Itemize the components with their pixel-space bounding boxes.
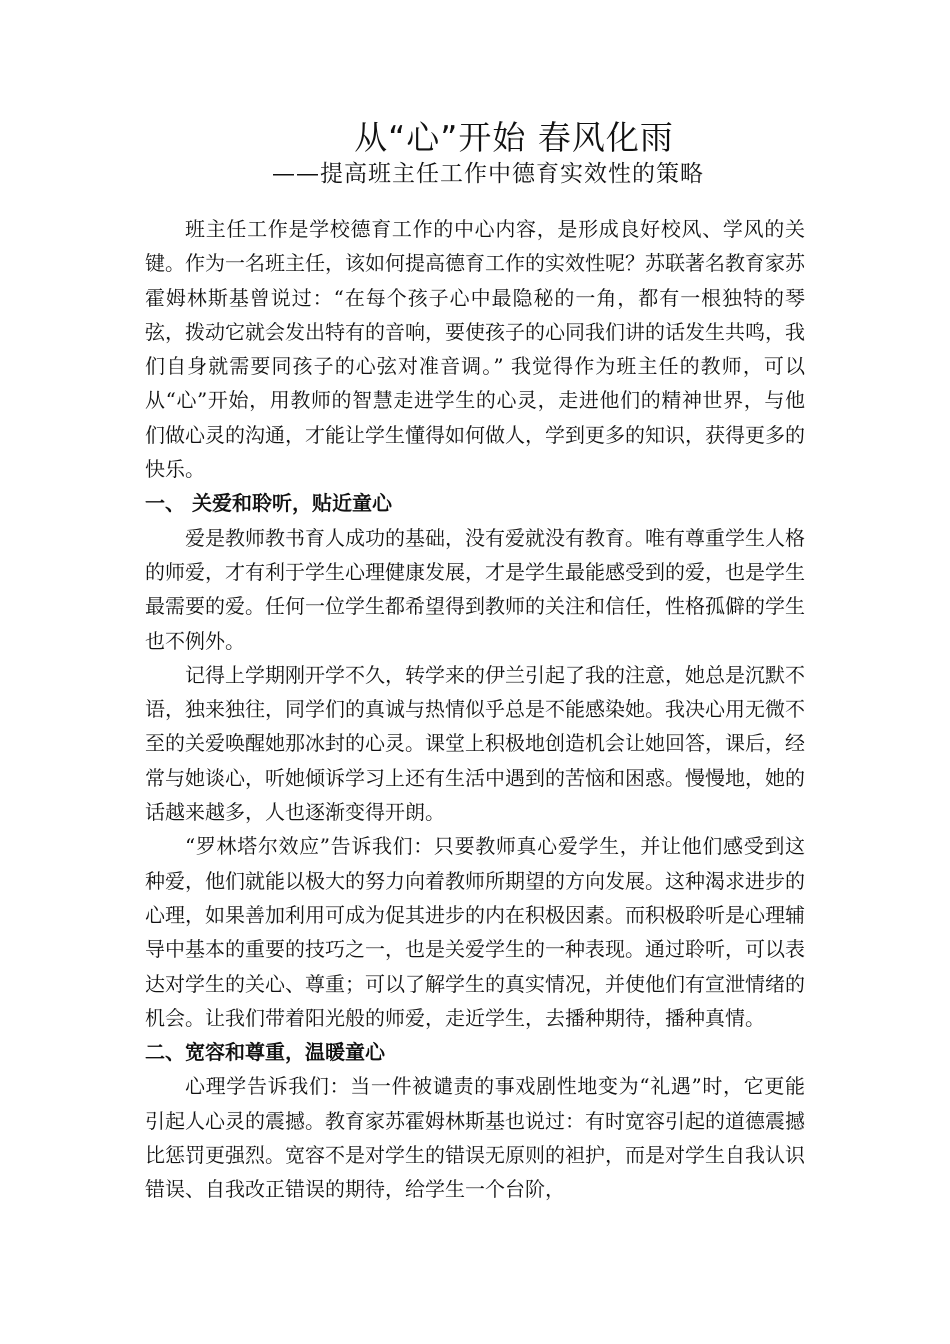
document-title: 从“心”开始 春风化雨 — [354, 118, 674, 157]
paragraph-intro: 班主任工作是学校德育工作的中心内容，是形成良好校风、学风的关键。作为一名班主任，该如何提高德育工作的实效性呢？苏联著名教育家苏霍姆林斯基曾说过：“在每个孩子心中最隐秘的一角，都有一根独特的琴弦，拨动它就会发出特有的音响，要使孩子的心同我们讲的话发生共鸣，我们自身就需要同孩子的心弦对准音调。” 我觉得作为班主任的教师，可以从“心”开始，用教师的智慧走进学生的心灵，走进他们的精神世界，与他们做心灵的沟通，才能让学生懂得如何做人，学到更多的知识，获得更多的快乐。 — [145, 217, 805, 482]
paragraph-section2-1: 心理学告诉我们：当一件被谴责的事戏剧性地变为“礼遇”时，它更能引起人心灵的震撼。教育家苏霍姆林斯基也说过：有时宽容引起的道德震撼比惩罚更强烈。宽容不是对学生的错误无原则的袒护，而是对学生自我认识错误、自我改正错误的期待，给学生一个台阶， — [145, 1074, 805, 1202]
paragraph-section1-3: “罗林塔尔效应”告诉我们：只要教师真心爱学生，并让他们感受到这种爱，他们就能以极大的努力向着教师所期望的方向发展。这种渴求进步的心理，如果善加利用可成为促其进步的内在积极因素。而积极聆听是心理辅导中基本的重要的技巧之一，也是关爱学生的一种表现。通过聆听，可以表达对学生的关心、尊重；可以了解学生的真实情况，并使他们有宣泄情绪的机会。让我们带着阳光般的师爱，走近学生，去播种期待，播种真情。 — [145, 834, 805, 1030]
section-heading-2: 二、宽容和尊重，温暖童心 — [145, 1040, 385, 1065]
paragraph-section1-1: 爱是教师教书育人成功的基础，没有爱就没有教育。唯有尊重学生人格的师爱，才有利于学生心理健康发展，才是学生最能感受到的爱，也是学生最需要的爱。任何一位学生都希望得到教师的关注和信任，性格孤僻的学生也不例外。 — [145, 525, 805, 653]
paragraph-section1-2: 记得上学期刚开学不久，转学来的伊兰引起了我的注意，她总是沉默不语，独来独往，同学们的真诚与热情似乎总是不能感染她。我决心用无微不至的关爱唤醒她那冰封的心灵。课堂上积极地创造机会让她回答，课后，经常与她谈心，听她倾诉学习上还有生活中遇到的苦恼和困惑。慢慢地，她的话越来越多，人也逐渐变得开朗。 — [145, 662, 805, 825]
section-heading-1: 一、 关爱和聆听，贴近童心 — [145, 491, 392, 516]
document-body — [145, 212, 805, 1207]
document-subtitle: ——提高班主任工作中德育实效性的策略 — [272, 161, 704, 187]
